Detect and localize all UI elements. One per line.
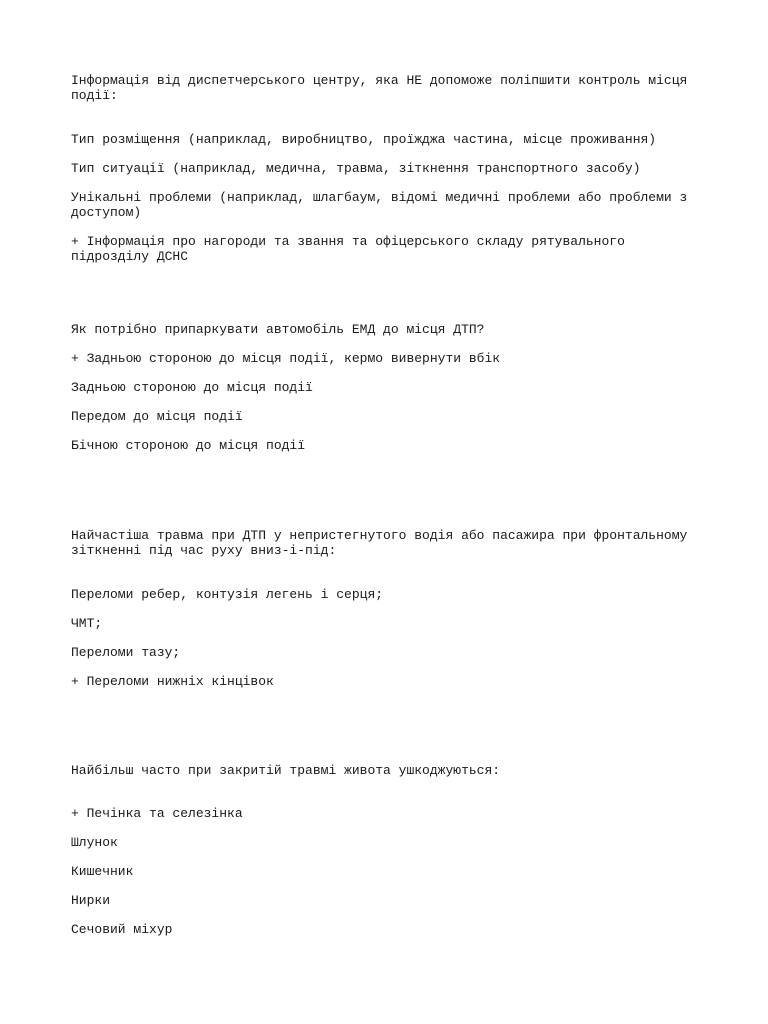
answer-option-correct: + Інформація про нагороди та звання та офіцерського складу рятувального підрозділу ДСНС: [71, 234, 633, 264]
answer-option: ЧМТ;: [71, 616, 103, 631]
question-text: Як потрібно припаркувати автомобіль ЕМД до місця ДТП?: [71, 322, 485, 337]
answer-option: Шлунок: [71, 835, 118, 850]
question-block-3: [71, 528, 701, 689]
answer-options: [71, 806, 701, 937]
answer-option: Сечовий міхур: [71, 922, 173, 937]
answer-option: Тип розміщення (наприклад, виробництво, проїжджа частина, місце проживання): [71, 132, 657, 147]
question-block-1: [71, 73, 701, 264]
answer-option: Нирки: [71, 893, 111, 908]
answer-option-correct: + Печінка та селезінка: [71, 806, 243, 821]
answer-option: Передом до місця події: [71, 409, 243, 424]
answer-option: Переломи ребер, контузія легень і серця;: [71, 587, 384, 602]
question-text: Найчастіша травма при ДТП у непристегнутого водія або пасажира при фронтальному зіткненні під час руху вниз-і-під:: [71, 528, 696, 558]
question-text: Найбільш часто при закритій травмі живота ушкоджуються:: [71, 763, 501, 778]
question-text: Інформація від диспетчерського центру, яка НЕ допоможе поліпшити контроль місця події:: [71, 73, 696, 103]
question-block-4: [71, 763, 701, 937]
answer-option-correct: + Задньою стороною до місця події, кермо вивернути вбік: [71, 351, 501, 366]
answer-options: [71, 132, 701, 264]
answer-option: Унікальні проблеми (наприклад, шлагбаум, відомі медичні проблеми або проблеми з доступом): [71, 190, 696, 220]
answer-option: Тип ситуації (наприклад, медична, травма, зіткнення транспортного засобу): [71, 161, 641, 176]
answer-option: Бічною стороною до місця події: [71, 438, 306, 453]
answer-option: Переломи тазу;: [71, 645, 181, 660]
question-block-2: [71, 322, 701, 453]
answer-options: [71, 587, 701, 689]
answer-options: [71, 351, 701, 453]
answer-option: Задньою стороною до місця події: [71, 380, 313, 395]
answer-option: Кишечник: [71, 864, 134, 879]
answer-option-correct: + Переломи нижніх кінцівок: [71, 674, 274, 689]
